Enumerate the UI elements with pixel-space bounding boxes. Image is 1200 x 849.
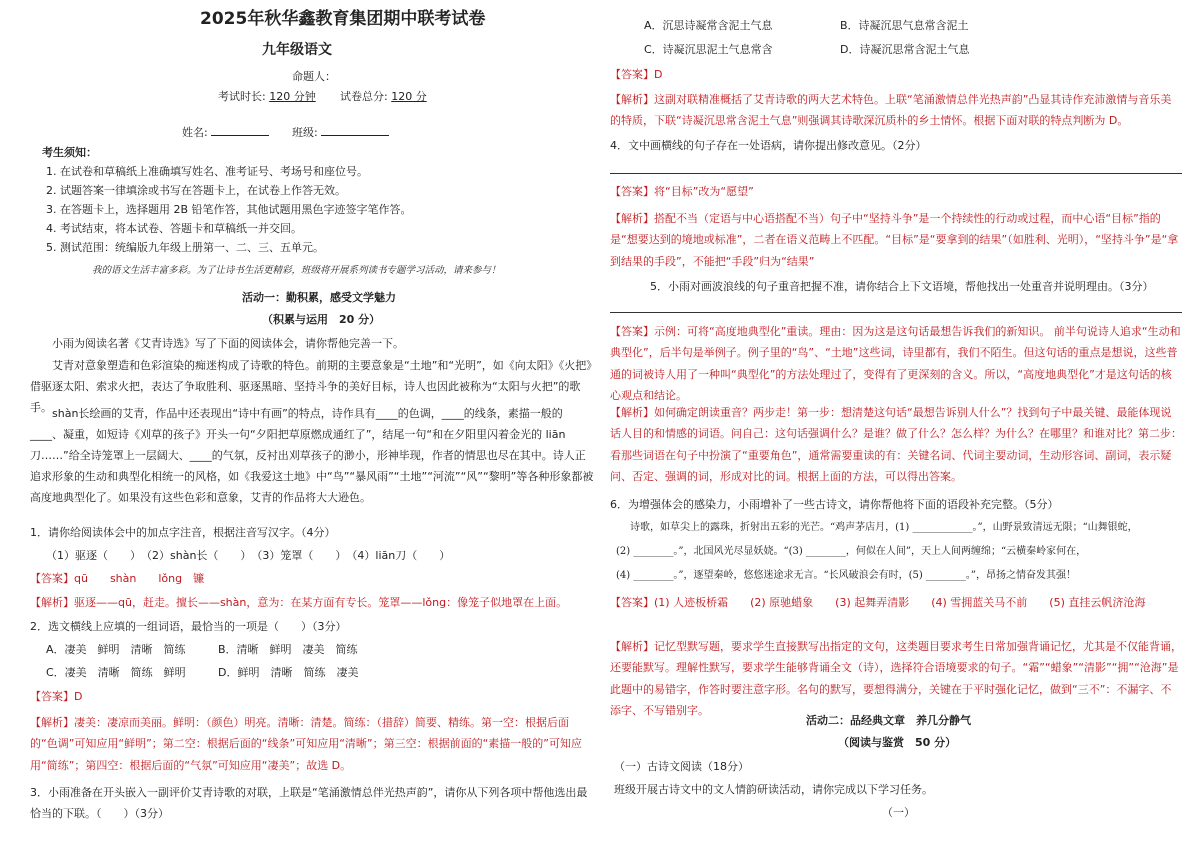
score-row bbox=[340, 88, 427, 105]
q6-line-2: (2) ________。”，北国风光尽显妖娆。“(3) ________，何似在人间”，天上人间两缠绵；“云横秦岭家何在， bbox=[616, 546, 1087, 557]
class-row bbox=[292, 124, 389, 141]
time-label: 考试时长: bbox=[218, 90, 266, 103]
activity1-heading: 活动一：勤积累，感受文学魅力 bbox=[242, 291, 396, 304]
question-1-items: （1）驱逐（ ） （2）shàn长（ ） （3）笼罩（ ） （4）liān刀（ ） bbox=[46, 549, 451, 562]
handwriting-note: 我的语文生活丰富多彩。为了让诗书生活更精彩，班级将开展系列读书专题学习活动，请来参与！ bbox=[92, 265, 501, 276]
q3-option-d[interactable]: D．诗凝沉思常含泥土气息 bbox=[840, 43, 970, 56]
intro-paragraph-2: 艾青对意象塑造和色彩渲染的痴迷构成了诗歌的特色。前期的主要意象是“土地”和“光明”，如《向太阳》《火把》借驱逐太阳、索求火把，表达了争取胜利、驱逐黑暗、坚持斗争的美好目标，诗人也因此被称为“太阳与火把”的歌手。 bbox=[30, 359, 592, 414]
part1-heading: （一）古诗文阅读（18分） bbox=[614, 760, 749, 773]
notice-1: 1. 在试卷和草稿纸上准确填写姓名、准考证号、考场号和座位号。 bbox=[46, 165, 368, 178]
q4-answer: 【答案】将“目标”改为“愿望” bbox=[610, 185, 754, 198]
q4-analysis: 【解析】搭配不当（定语与中心语搭配不当）句子中“坚持斗争”是一个持续性的行动或过程，而中心语“目标”指的是“想要达到的境地或标准”，二者在语义范畴上不匹配。“目标”是“要拿到的结果”（如胜利、光明），“坚持斗争”是“拿到结果的手段”，不能把“手段”归为“结果” bbox=[610, 212, 1179, 268]
question-2: 2．选文横线上应填的一组词语，最恰当的一项是（ ）（3分） bbox=[30, 620, 347, 633]
notice-title: 考生须知： bbox=[42, 146, 97, 159]
part1-subheading: （一） bbox=[882, 806, 915, 819]
q5-answer: 【答案】示例：可将“高度地典型化”重读。理由：因为这是这句话最想告诉我们的新知识。 前半句说诗人追求“生动和典型化”，后半句是举例子。例子里的“鸟”、“土地”这些词，诗里都有，我们不陌生。但这句话的重点是想说，这些普通的词被诗人用了一种叫“典型化”的方法处理过了，变得有了更深刻的含义。所以，“高度地典型化”才是这句话的核心观点和结论。 bbox=[610, 325, 1181, 403]
q2-option-a[interactable]: A．凄美 鲜明 清晰 简练 bbox=[46, 643, 186, 656]
q5-analysis: 【解析】如何确定朗读重音？两步走！第一步：想清楚这句话“最想告诉别人什么”？找到句子中最关键、最能体现说话人目的和情感的词语。问自己：这句话强调什么？是谁？做了什么？怎么样？为什么？在哪里？和谁对比？第二步：看那些词语在句子中扮演了“重要角色”，通常需要重读的有：关键名词、代词主要动词，生动形容词、副词，表示疑问、否定、强调的词，形成对比的词。根据上面的方法，可以得出答案。 bbox=[610, 406, 1182, 484]
section2-heading: （阅读与鉴赏 50 分） bbox=[838, 736, 957, 749]
q2-analysis: 【解析】凄美：凄凉而美丽。鲜明：（颜色）明亮。清晰：清楚。简练：（措辞）简要、精练。第一空：根据后面的“色调”可知应用“鲜明”；第二空：根据后面的“线条”可知应用“清晰”；第三空：根据前面的“素描一般的”可知应用“简练”；第四空：根据后面的“气氛”可知应用“凄美”；故选 D。 bbox=[30, 716, 582, 772]
q2-answer: 【答案】D bbox=[30, 690, 83, 703]
q4-answer-line[interactable] bbox=[610, 173, 1182, 174]
class-field[interactable] bbox=[321, 125, 389, 136]
score-label: 试卷总分: bbox=[340, 90, 388, 103]
author-label: 命题人： bbox=[292, 70, 336, 83]
activity2-heading: 活动二：品经典文章 养几分静气 bbox=[806, 714, 971, 727]
class-label: 班级: bbox=[292, 126, 318, 139]
q3-option-c[interactable]: C．诗凝沉思泥土气息常含 bbox=[644, 43, 773, 56]
name-label: 姓名: bbox=[182, 126, 208, 139]
q6-analysis: 【解析】记忆型默写题，要求学生直接默写出指定的文句，这类题目要求考生日常加强背诵记忆，尤其是不仅能背诵，还要能默写。理解性默写，要求学生能够背诵全文（诗），选择符合语境要求的句子。“霜”“蜡象”“清影”“拥”“沧海”是此题中的易错字，作答时要注意字形。名句的默写，要想得满分，关键在于平时强化记忆，做到“三不”：不漏字、不添字、不写错别字。 bbox=[610, 640, 1182, 718]
q3-answer: 【答案】D bbox=[610, 68, 663, 81]
intro-paragraph-1: 小雨为阅读名著《艾青诗选》写了下面的阅读体会，请你帮他完善一下。 bbox=[52, 337, 404, 350]
q6-line-3: (4) ________。”，逐望秦岭，悠悠迷途求无言。“长风破浪会有时，(5) ________。”，昂扬之情奋发其强！ bbox=[616, 570, 1077, 581]
name-row bbox=[182, 124, 269, 141]
section1-heading: （积累与运用 20 分） bbox=[262, 313, 381, 326]
notice-5: 5. 测试范围：统编版九年级上册第一、二、三、五单元。 bbox=[46, 241, 324, 254]
question-6: 6．为增强体会的感染力，小雨增补了一些古诗文，请你帮他将下面的语段补充完整。（5分） bbox=[610, 498, 1059, 511]
exam-subtitle: 九年级语文 bbox=[262, 42, 332, 58]
name-field[interactable] bbox=[211, 125, 269, 136]
q3-option-b[interactable]: B．诗凝沉思气息常含泥土 bbox=[840, 19, 969, 32]
q1-analysis: 【解析】驱逐——qū，赶走。擅长——shàn，意为：在某方面有专长。笼罩——lǒng：像笼子似地罩在上面。 bbox=[30, 596, 568, 609]
q2-option-b[interactable]: B．清晰 鲜明 凄美 简练 bbox=[218, 643, 358, 656]
time-value: 120 分钟 bbox=[269, 90, 316, 103]
question-5: 5．小雨对画波浪线的句子重音把握不准，请你结合上下文语境，帮他找出一处重音并说明理由。（3分） bbox=[650, 280, 1154, 293]
intro-paragraph-3: shàn长绘画的艾青，作品中还表现出“诗中有画”的特点，诗作具有____的色调，____的线条，素描一般的____、凝重，如短诗《刈草的孩子》开头一句“夕阳把草原燃成通红了”，结尾一句“和在夕阳里闪着金光的 liān刀……”给全诗笼罩上一层阔大、____的气氛，反衬出刈草孩子的渺小，形神毕现，作者的情思也尽在其中。诗人正追求形象的生动和典型化相统一的风格，如《我爱这土地》中“鸟”“暴风雨”“土地”“河流”“风”“黎明”等各种形象都被高度地典型化了。如果没有这些色彩和意象，艾青的作品将大大逊色。 bbox=[30, 407, 594, 504]
question-4: 4．文中画横线的句子存在一处语病，请你提出修改意见。（2分） bbox=[610, 139, 927, 152]
exam-title: 2025年秋华鑫教育集团期中联考试卷 bbox=[200, 9, 486, 29]
time-row bbox=[218, 88, 316, 105]
q1-answer: 【答案】qū shàn lǒng 镰 bbox=[30, 572, 205, 585]
question-3: 3．小雨准备在开头嵌入一副评价艾青诗歌的对联，上联是“笔涌激情总伴光热声韵”，请你从下列各项中帮他选出最恰当的下联。（ ）（3分） bbox=[30, 786, 588, 821]
question-1: 1．请你给阅读体会中的加点字注音，根据注音写汉字。（4分） bbox=[30, 526, 336, 539]
q2-option-d[interactable]: D．鲜明 清晰 简练 凄美 bbox=[218, 666, 359, 679]
notice-2: 2. 试题答案一律填涂或书写在答题卡上，在试卷上作答无效。 bbox=[46, 184, 346, 197]
part1-intro: 班级开展古诗文中的文人情韵研读活动，请你完成以下学习任务。 bbox=[614, 783, 933, 796]
q6-line-1: 诗歌，如草尖上的露珠，折射出五彩的光芒。“鸡声茅店月，(1) ____________。”，山野景致清远无限；“山舞银蛇， bbox=[630, 522, 1138, 533]
q3-analysis: 【解析】这副对联精准概括了艾青诗歌的两大艺术特色。上联“笔涌激情总伴光热声韵”凸显其诗作充沛激情与音乐美的特质，下联“诗凝沉思常含泥土气息”则强调其诗歌深沉质朴的乡土情怀。根据下面对联的特点判断为 D。 bbox=[610, 93, 1172, 128]
notice-3: 3. 在答题卡上，选择题用 2B 铅笔作答，其他试题用黑色字迹签字笔作答。 bbox=[46, 203, 412, 216]
q2-option-c[interactable]: C．凄美 清晰 简练 鲜明 bbox=[46, 666, 186, 679]
score-value: 120 分 bbox=[391, 90, 427, 103]
q3-option-a[interactable]: A．沉思诗凝常含泥土气息 bbox=[644, 19, 773, 32]
q6-answer: 【答案】(1) 人迹板桥霜 (2) 原驰蜡象 (3) 起舞弄清影 (4) 雪拥蓝关马不前 (5) 直挂云帆济沧海 bbox=[610, 596, 1146, 609]
notice-4: 4. 考试结束，将本试卷、答题卡和草稿纸一并交回。 bbox=[46, 222, 302, 235]
q5-answer-line[interactable] bbox=[610, 312, 1182, 313]
